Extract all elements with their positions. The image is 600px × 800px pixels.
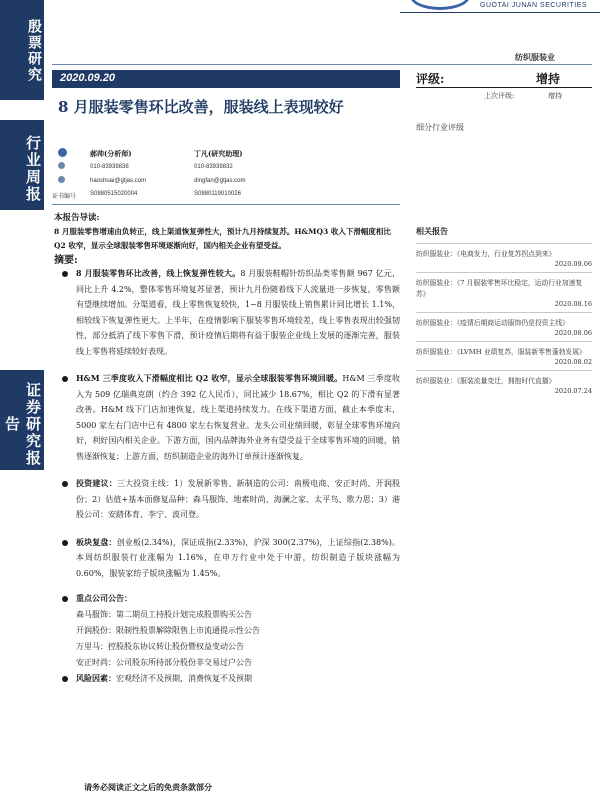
bullet-dot-icon: [62, 376, 68, 382]
bullet-dot-icon: [62, 481, 68, 487]
analyst-divider: [52, 204, 400, 205]
related-divider: [416, 341, 592, 342]
analyst-1-phone: 010-83939838: [90, 164, 129, 170]
analyst-2-email[interactable]: dingfan@gtjas.com: [194, 178, 246, 184]
intro-text: 8 月服装零售增速由负转正，线上渠道恢复弹性大，预计九月持续复苏。H&MQ3 收入下滑幅度相比 Q2 收窄，显示全球服装零售环境逐渐向好，国内相关企业有望受益。: [54, 227, 391, 250]
bullet-dot-icon: [62, 271, 68, 277]
bullet-item: [58, 535, 400, 582]
company-logo-icon: [410, 0, 470, 10]
related-report-date: 2020.08.16: [554, 300, 592, 308]
certificate-label: 证书编号: [52, 194, 77, 200]
left-sidebar: [0, 0, 44, 800]
summary-heading: 摘要:: [54, 255, 78, 266]
sidebar-stock-research: 殷票研究: [0, 0, 44, 100]
bullet-text: 三大投资主线：1）发展新零售、新制造的公司：南极电商、安正时尚、开润股份；2）估值+基本面修复品种：森马服饰、地素时尚、海澜之家、太平鸟、歌力思；3）港股公司：安踏体育、李宁、波司登。: [76, 479, 400, 519]
bullet-heading: 8 月服装零售环比改善，线上恢复弹性较大。: [76, 268, 241, 278]
phone-icon: [58, 162, 65, 169]
analyst-1-cert: S0880515020004: [90, 191, 138, 197]
sub-industry-rating: 细分行业评级: [416, 123, 464, 132]
announcement-item: 安正时尚：公司股东所持部分股份非交易过户公告: [76, 657, 252, 667]
bullet-text: H&M 三季度收入为 509 亿瑞典克朗（约合 392 亿人民币），同比减少 18.67%，相比 Q2 的下滑有显著改善。H&M 线下门店加速恢复，线上渠道持续发力。在线下渠道方面，截止本季度末，5000 家左右门店中已有 4800 家左右恢复营业。龙头公司业绩回暖，彰显全球零售环境向好，利好国内相关企业。下游方面，国内品牌海外业务有望受益于全球零售环境的回暖，销售逐渐恢复；上游方面，纺织制造企业的海外订单预计逐渐恢复。: [76, 374, 400, 461]
bullet-dot-icon: [62, 540, 68, 546]
previous-rating-value: 增持: [548, 92, 562, 100]
previous-rating-label: 上次评级:: [484, 92, 515, 100]
related-report-link[interactable]: 纺织服装业：《7 月服装零售环比稳定，运动行业加速复苏》: [416, 279, 583, 298]
company-logo-text: GUOTAI JUNAN SECURITIES: [480, 2, 588, 9]
announcements-block: [58, 591, 400, 607]
analyst-person-icon: [58, 148, 67, 157]
analyst-2-name: 丁凡(研究助理): [194, 149, 243, 158]
bullet-text: 创业板(2.34%)，深证成指(2.33%)，沪深 300(2.37%)，上证综指(2.38%)。本周纺织服装行业涨幅为 1.16%，在申万行业中处于中游，纺织制造子版块涨幅为 0.60%，服装家纺子版块涨幅为 1.45%。: [76, 537, 401, 578]
risk-heading: 风险因素：: [76, 672, 116, 683]
related-divider: [416, 312, 592, 313]
bullet-heading: 板块复盘：: [76, 536, 117, 547]
related-report-date: 2020.07.24: [554, 387, 592, 395]
analyst-2-phone: 010-83939832: [194, 164, 233, 170]
related-divider: [416, 272, 592, 273]
related-report-date: 2020.08.06: [554, 329, 592, 337]
related-report-date: 2020.09.06: [554, 260, 592, 268]
analyst-1-name: 郝帅(分析师): [90, 149, 132, 158]
bullet-item: [58, 476, 400, 523]
industry-label: 纺织服装业: [515, 52, 555, 62]
related-report-link[interactable]: 纺织服装业：《服装流量变迁，拥抱时代直播》: [416, 377, 556, 385]
analyst-info: [52, 146, 400, 202]
risk-block: [58, 671, 400, 687]
bullet-item: [58, 266, 400, 359]
rating-label: 评级:: [416, 72, 445, 86]
bullet-text: 8 月服装鞋帽针纺织品类零售额 967 亿元，同比上升 4.2%，整体零售环境复苏显著，预计九月份随着线下人流量进一步恢复，零售额有望继续增加。分渠道看，线上零售恢复较快，1~8 月服装线上销售累计同比增长 1.1%，相较线下恢复弹性更大。上半年，在疫情影响下服装零售环境较差，线上零售表现出较强韧性，部分抵消了线下零售下滑，预计疫情后期将有益于服装企业线上发展的逐渐完善，服装线上零售将延续较好表现。: [76, 269, 400, 356]
announcement-item: 森马服饰：第二期员工持股计划完成股票购买公告: [76, 609, 252, 619]
bullet-dot-icon: [62, 676, 68, 682]
sidebar-securities-report: 证券研究报告: [0, 370, 44, 470]
email-icon: [58, 176, 65, 183]
analyst-2-cert: S0880119010026: [194, 191, 241, 197]
announcement-item: 开润股份：限制性股票解除限售上市流通提示性公告: [76, 625, 260, 635]
sidebar-industry-weekly: 行业周报: [0, 120, 44, 210]
related-reports-heading: 相关报告: [416, 226, 448, 236]
related-reports-list: [416, 240, 592, 399]
related-report-date: 2020.08.02: [554, 358, 592, 366]
risk-text: 宏观经济不及预期，消费恢复不及预期: [116, 673, 252, 683]
bullet-heading: H&M 三季度收入下滑幅度相比 Q2 收窄，显示全球服装零售环境回暖。: [76, 373, 343, 383]
rating-value: 增持: [536, 72, 561, 86]
related-report-link[interactable]: 纺织服装业：《疫情后期商运动服饰仍是投资主线》: [416, 319, 569, 327]
report-title: 8 月服装零售环比改善，服装线上表现较好: [58, 98, 344, 116]
related-report-link[interactable]: 纺织服装业：《LVMH 业绩复苏，服装新零售蓬勃发展》: [416, 348, 586, 356]
bullet-item: [58, 371, 400, 464]
report-date-bar: [52, 70, 400, 88]
related-divider: [416, 370, 592, 371]
related-report-link[interactable]: 纺织服装业：《电商发力，行业复苏拐点到来》: [416, 250, 556, 258]
header-rule: [400, 12, 600, 13]
rating-underline: [416, 87, 592, 88]
intro-heading: 本报告导读:: [54, 213, 100, 223]
announcement-item: 万里马：控股股东协议转让股份暨权益变动公告: [76, 641, 244, 651]
disclaimer-footer: 请务必阅读正文之后的免责条款部分: [84, 782, 212, 792]
header-divider: [52, 64, 592, 65]
summary-bullets: [58, 266, 400, 686]
bullet-dot-icon: [62, 596, 68, 602]
analyst-1-email[interactable]: haoshuai@gtjas.com: [90, 178, 147, 184]
bullet-heading: 投资建议：: [76, 478, 117, 488]
report-date: 2020.09.20: [60, 72, 116, 84]
announcements-heading: 重点公司公告：: [76, 593, 132, 603]
related-divider: [416, 243, 592, 244]
